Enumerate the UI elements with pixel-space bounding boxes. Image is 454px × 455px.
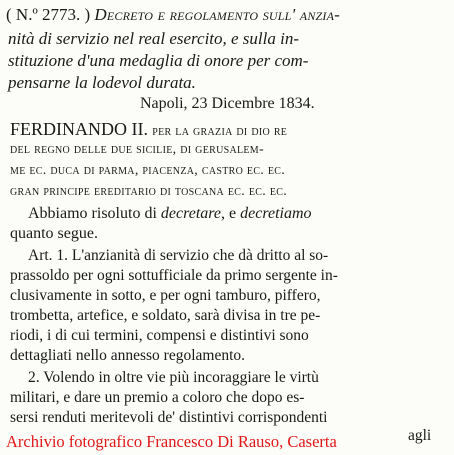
decree-header-line-1 (6, 6, 340, 23)
decree-statement-part-b: decretare (160, 205, 222, 222)
preamble-line-4: gran principe ereditario di toscana ec. ec. ec. (10, 184, 288, 199)
art1-line-3: clusivamente in sotto, e per ogni tamburo, piffero, (10, 287, 321, 304)
decree-statement-part-a: Abbiamo risoluto di (28, 205, 161, 222)
preamble-line-2: del regno delle due sicilie, di gerusalem- (10, 142, 264, 157)
place-date: Napoli, 23 Dicembre 1834. (140, 95, 315, 112)
decree-statement-part-d: decretiamo (240, 205, 312, 222)
art1-line-4: trombetta, artefice, e soldato, sarà divisa in tre pe- (10, 307, 321, 324)
archive-watermark: Archivio fotografico Francesco Di Rauso, Caserta (6, 432, 337, 451)
decree-title-line-2: nità di servizio nel real esercito, e sulla in- (8, 29, 300, 48)
art1-line-1: Art. 1. L'anzianità di servizio che dà dritto al so- (28, 247, 329, 264)
art1-line-6: dettagliati nello annesso regolamento. (10, 347, 246, 364)
art1-line-2: prassoldo per ogni sottufficiale da primo sergente in- (10, 267, 338, 284)
decree-title-line-4: pensarne la lodevol durata. (8, 73, 196, 92)
art2-line-4: agli (408, 427, 432, 444)
decree-statement-line-2: quanto segue. (10, 225, 98, 242)
art2-line-2: militari, e dare un premio a coloro che dopo es- (10, 389, 305, 406)
decree-number: ( N.º 2773. ) (6, 5, 91, 24)
art2-line-3: sersi renduti meritevoli de' distintivi corrispondenti (10, 409, 328, 426)
art1-line-5: riodi, i di cui termini, compensi e distintivi sono (10, 327, 309, 344)
preamble-line-3: me ec. duca di parma, piacenza, castro ec. ec. (10, 163, 286, 178)
preamble-line-1-rest: per la grazia di dio re (152, 124, 288, 139)
king-name: FERDINANDO II. (10, 119, 148, 139)
preamble-line-1 (10, 120, 287, 139)
decree-title-line-3: stituzione d'una medaglia di onore per com- (8, 51, 309, 70)
decree-statement-part-c: , e (221, 205, 241, 222)
decree-title-line-1: Decreto e regolamento sull' anzia- (94, 5, 340, 24)
art2-line-1: 2. Volendo in oltre vie più incoraggiare le virtù (28, 369, 319, 386)
decree-statement-line-1 (28, 206, 312, 222)
